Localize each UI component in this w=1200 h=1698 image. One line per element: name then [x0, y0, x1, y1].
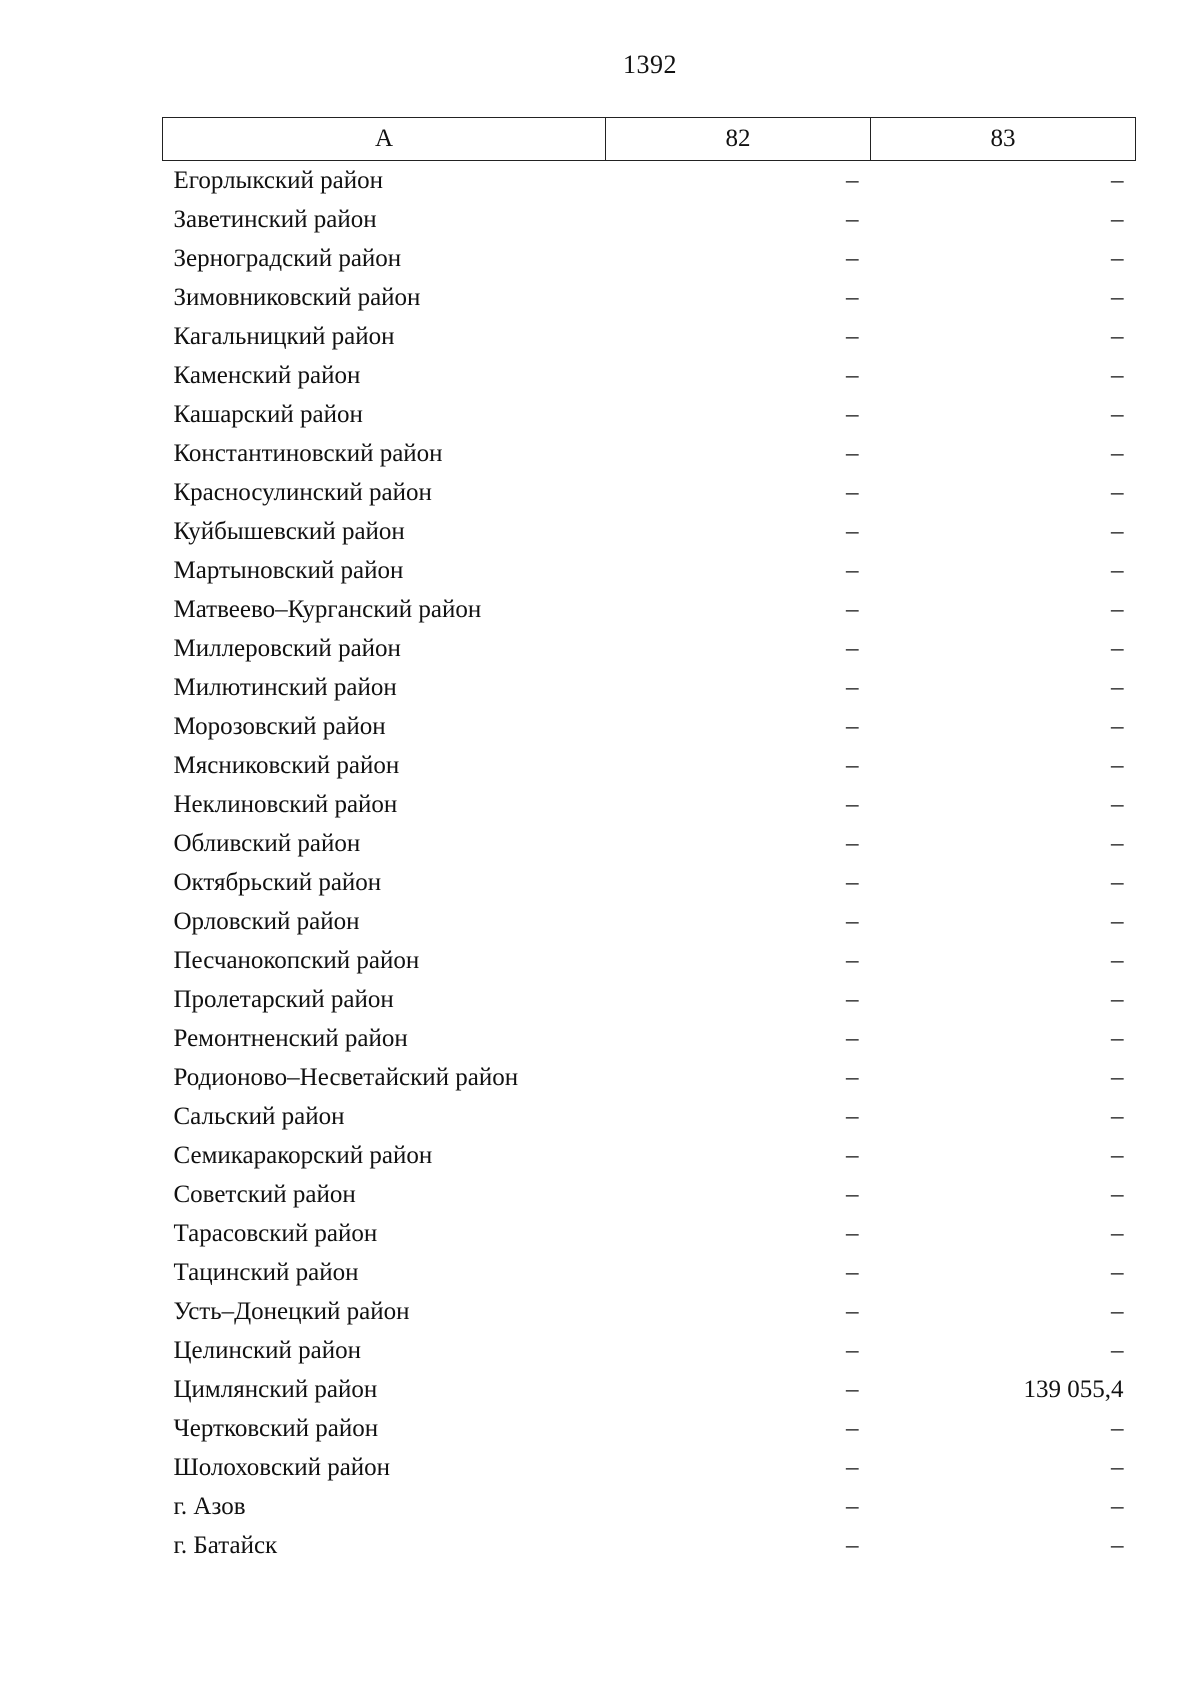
value-cell-83: – [1111, 517, 1124, 545]
table-row [163, 317, 1136, 356]
table-row [163, 1370, 1136, 1409]
value-cell-83: – [1111, 1102, 1124, 1130]
district-name-cell: Шолоховский район [173, 1453, 391, 1481]
value-cell-82: – [846, 1219, 859, 1247]
district-name-cell: Семикаракорский район [173, 1141, 433, 1169]
value-cell-83: – [1111, 634, 1124, 662]
value-cell-82: – [846, 244, 859, 272]
value-cell-83: – [1111, 1258, 1124, 1286]
value-cell-83: – [1111, 1453, 1124, 1481]
value-cell-83: – [1111, 283, 1124, 311]
value-cell-83: – [1111, 1024, 1124, 1052]
table-row [163, 1292, 1136, 1331]
district-name-cell: Сальский район [173, 1102, 345, 1130]
table-row [163, 395, 1136, 434]
value-cell-82: – [846, 1102, 859, 1130]
district-name-cell: Милютинский район [173, 673, 397, 701]
table-row [163, 785, 1136, 824]
table-row [163, 1487, 1136, 1526]
value-cell-82: – [846, 1336, 859, 1364]
value-cell-82: – [846, 829, 859, 857]
district-name-cell: Красносулинский район [173, 478, 432, 506]
value-cell-82: – [846, 985, 859, 1013]
value-cell-83: – [1111, 361, 1124, 389]
value-cell-83: – [1111, 1297, 1124, 1325]
table-row [163, 239, 1136, 278]
value-cell-83: – [1111, 829, 1124, 857]
table-row [163, 941, 1136, 980]
value-cell-82: – [846, 517, 859, 545]
table-row [163, 629, 1136, 668]
table-header [163, 118, 1136, 161]
value-cell-83: – [1111, 751, 1124, 779]
table-row [163, 1175, 1136, 1214]
data-table-container [162, 117, 1135, 1565]
value-cell-82: – [846, 361, 859, 389]
value-cell-82: – [846, 868, 859, 896]
value-cell-83: – [1111, 400, 1124, 428]
value-cell-83: – [1111, 985, 1124, 1013]
column-header-82: 82 [606, 118, 871, 161]
page-number: 1392 [623, 50, 677, 79]
district-name-cell: Усть–Донецкий район [173, 1297, 410, 1325]
district-name-cell: г. Батайск [173, 1531, 278, 1559]
value-cell-82: – [846, 1180, 859, 1208]
value-cell-83: – [1111, 1219, 1124, 1247]
value-cell-83: – [1111, 244, 1124, 272]
district-name-cell: Родионово–Несветайский район [173, 1063, 519, 1091]
value-cell-82: – [846, 907, 859, 935]
value-cell-82: – [846, 946, 859, 974]
district-name-cell: Каменский район [173, 361, 361, 389]
table-body [163, 161, 1136, 1566]
table-header-row [163, 118, 1136, 161]
value-cell-83: – [1111, 595, 1124, 623]
table-row [163, 1097, 1136, 1136]
value-cell-82: – [846, 595, 859, 623]
district-name-cell: Чертковский район [173, 1414, 379, 1442]
value-cell-82: – [846, 400, 859, 428]
table-row [163, 473, 1136, 512]
table-row [163, 434, 1136, 473]
table-row [163, 200, 1136, 239]
value-cell-82: – [846, 1531, 859, 1559]
value-cell-82: – [846, 166, 859, 194]
value-cell-82: – [846, 439, 859, 467]
table-row [163, 902, 1136, 941]
table-row [163, 356, 1136, 395]
value-cell-83: 139 055,4 [1023, 1375, 1124, 1403]
value-cell-83: – [1111, 1336, 1124, 1364]
district-name-cell: Миллеровский район [173, 634, 401, 662]
table-row [163, 1526, 1136, 1565]
value-cell-82: – [846, 1414, 859, 1442]
district-name-cell: Матвеево–Курганский район [173, 595, 482, 623]
district-name-cell: Цимлянский район [173, 1375, 378, 1403]
table-row [163, 161, 1136, 201]
district-name-cell: Кашарский район [173, 400, 363, 428]
value-cell-82: – [846, 283, 859, 311]
value-cell-82: – [846, 673, 859, 701]
value-cell-83: – [1111, 868, 1124, 896]
district-name-cell: Кагальницкий район [173, 322, 395, 350]
value-cell-82: – [846, 205, 859, 233]
column-header-83: 83 [871, 118, 1136, 161]
value-cell-83: – [1111, 712, 1124, 740]
table-row [163, 1214, 1136, 1253]
value-cell-82: – [846, 1297, 859, 1325]
table-row [163, 746, 1136, 785]
value-cell-83: – [1111, 556, 1124, 584]
table-row [163, 278, 1136, 317]
value-cell-83: – [1111, 166, 1124, 194]
district-name-cell: г. Азов [173, 1492, 246, 1520]
value-cell-82: – [846, 1141, 859, 1169]
value-cell-82: – [846, 478, 859, 506]
district-name-cell: Константиновский район [173, 439, 443, 467]
district-name-cell: Тацинский район [173, 1258, 359, 1286]
value-cell-83: – [1111, 1492, 1124, 1520]
value-cell-83: – [1111, 907, 1124, 935]
value-cell-82: – [846, 1258, 859, 1286]
district-name-cell: Зимовниковский район [173, 283, 421, 311]
value-cell-83: – [1111, 673, 1124, 701]
value-cell-83: – [1111, 1180, 1124, 1208]
value-cell-83: – [1111, 946, 1124, 974]
value-cell-83: – [1111, 322, 1124, 350]
value-cell-83: – [1111, 478, 1124, 506]
district-name-cell: Куйбышевский район [173, 517, 405, 545]
value-cell-82: – [846, 1063, 859, 1091]
data-table [162, 117, 1136, 1565]
district-name-cell: Морозовский район [173, 712, 386, 740]
district-name-cell: Целинский район [173, 1336, 361, 1364]
value-cell-82: – [846, 322, 859, 350]
district-name-cell: Орловский район [173, 907, 360, 935]
value-cell-82: – [846, 634, 859, 662]
table-row [163, 1253, 1136, 1292]
table-row [163, 1331, 1136, 1370]
district-name-cell: Советский район [173, 1180, 356, 1208]
table-row [163, 980, 1136, 1019]
value-cell-83: – [1111, 439, 1124, 467]
district-name-cell: Неклиновский район [173, 790, 398, 818]
district-name-cell: Мартыновский район [173, 556, 404, 584]
value-cell-83: – [1111, 205, 1124, 233]
district-name-cell: Ремонтненский район [173, 1024, 408, 1052]
table-row [163, 1136, 1136, 1175]
value-cell-83: – [1111, 1063, 1124, 1091]
value-cell-82: – [846, 1453, 859, 1481]
table-row [163, 668, 1136, 707]
district-name-cell: Октябрьский район [173, 868, 382, 896]
district-name-cell: Пролетарский район [173, 985, 394, 1013]
value-cell-82: – [846, 790, 859, 818]
table-row [163, 1019, 1136, 1058]
district-name-cell: Мясниковский район [173, 751, 400, 779]
table-row [163, 707, 1136, 746]
value-cell-82: – [846, 556, 859, 584]
table-row [163, 512, 1136, 551]
value-cell-82: – [846, 1492, 859, 1520]
value-cell-83: – [1111, 1141, 1124, 1169]
table-row [163, 863, 1136, 902]
value-cell-82: – [846, 712, 859, 740]
district-name-cell: Тарасовский район [173, 1219, 378, 1247]
table-row [163, 824, 1136, 863]
district-name-cell: Песчанокопский район [173, 946, 420, 974]
value-cell-82: – [846, 1375, 859, 1403]
table-row [163, 1409, 1136, 1448]
district-name-cell: Заветинский район [173, 205, 377, 233]
table-row [163, 551, 1136, 590]
value-cell-82: – [846, 1024, 859, 1052]
table-row [163, 590, 1136, 629]
district-name-cell: Обливский район [173, 829, 361, 857]
value-cell-83: – [1111, 1531, 1124, 1559]
value-cell-83: – [1111, 1414, 1124, 1442]
value-cell-83: – [1111, 790, 1124, 818]
value-cell-82: – [846, 751, 859, 779]
table-row [163, 1058, 1136, 1097]
district-name-cell: Егорлыкский район [173, 166, 383, 194]
table-row [163, 1448, 1136, 1487]
district-name-cell: Зерноградский район [173, 244, 402, 272]
column-header-a: А [163, 118, 606, 161]
